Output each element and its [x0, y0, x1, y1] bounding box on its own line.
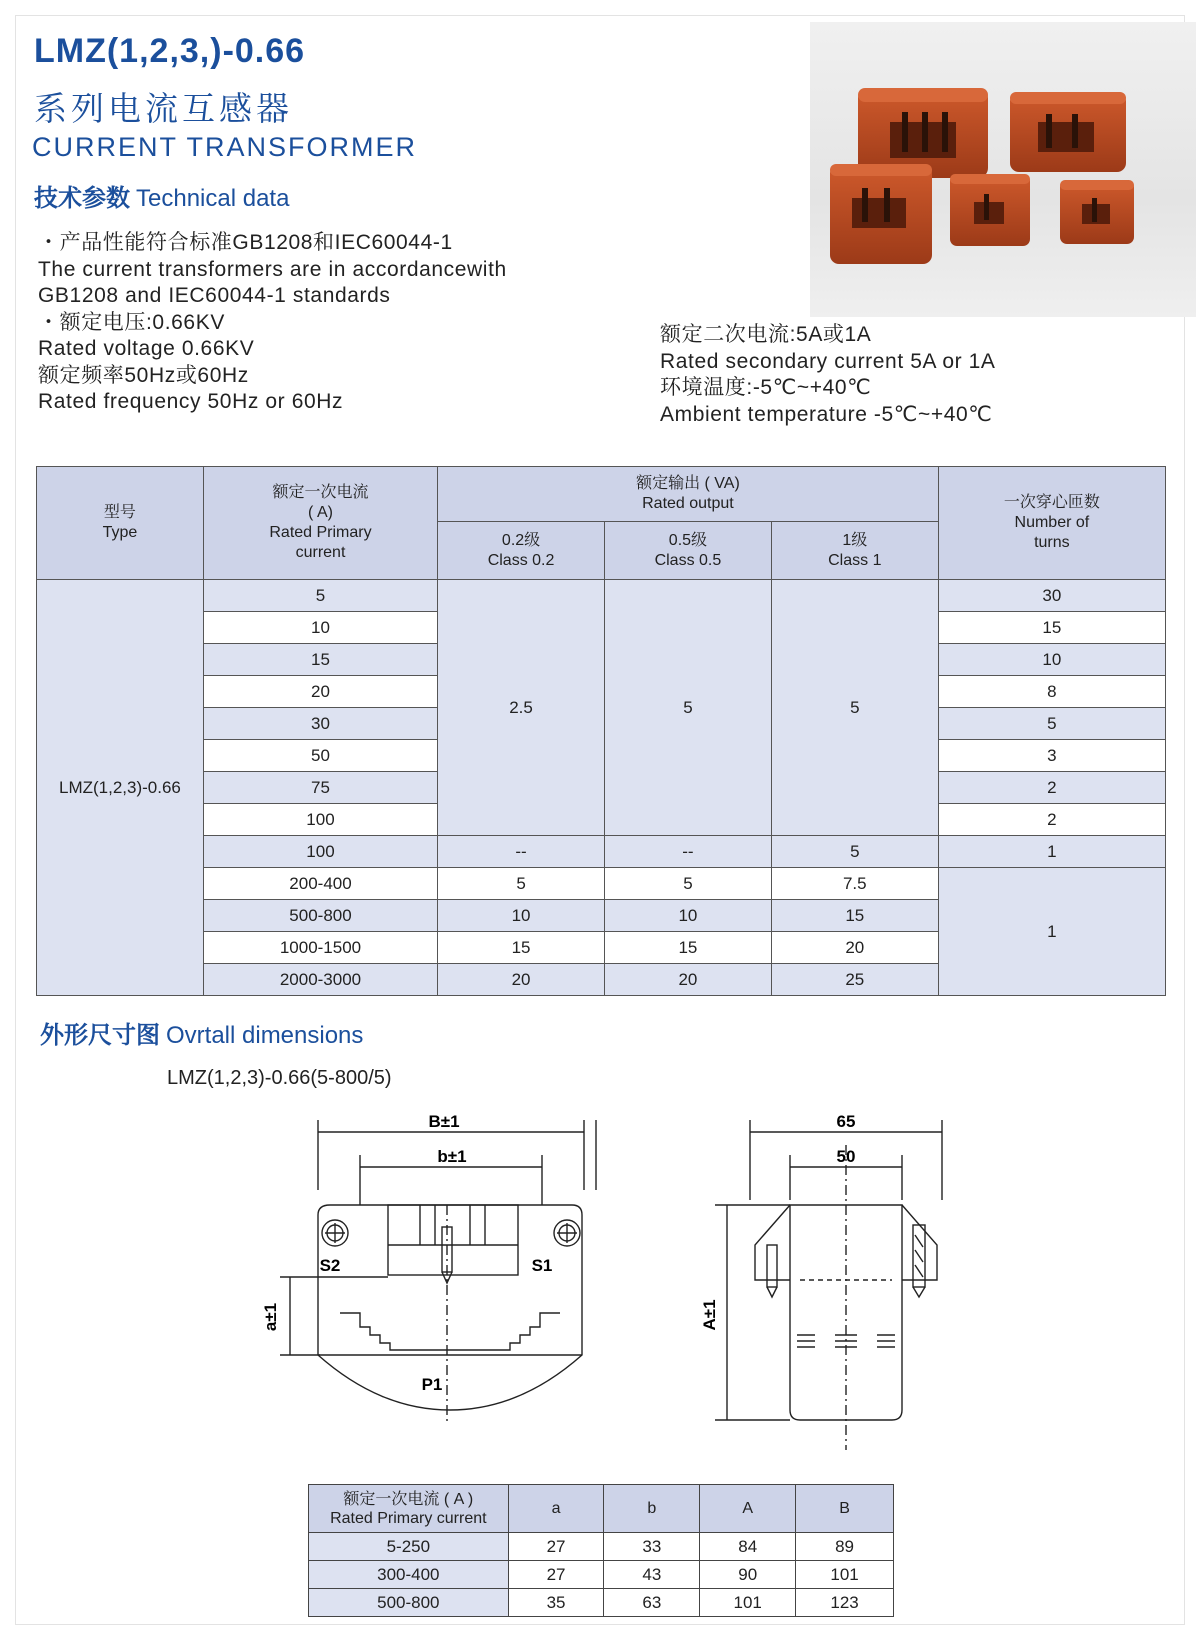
- class-05-cell: 20: [604, 964, 771, 996]
- class-02-cell: 5: [438, 868, 605, 900]
- class-05-cell: 10: [604, 900, 771, 932]
- technical-data-heading-en: Technical data: [136, 185, 290, 212]
- dims-cell: 123: [796, 1589, 894, 1617]
- class-1-cell: 5: [771, 580, 938, 836]
- class-02-cell: 2.5: [438, 580, 605, 836]
- dim-label-65: 65: [836, 1112, 856, 1131]
- class-02-cell: 15: [438, 932, 605, 964]
- terminal-label-P1: P1: [421, 1375, 443, 1394]
- class-02-cell: 20: [438, 964, 605, 996]
- dims-cell: 63: [604, 1589, 700, 1617]
- header-text: Class 0.2: [487, 551, 555, 569]
- primary-cell: 75: [203, 772, 437, 804]
- header-text: turns: [1034, 534, 1070, 551]
- type-cell: LMZ(1,2,3)-0.66: [37, 580, 204, 996]
- class-05-cell: 5: [604, 868, 771, 900]
- header-text: Class 1: [828, 551, 882, 569]
- class-02-cell: 10: [438, 900, 605, 932]
- header-turns: [938, 467, 1165, 580]
- header-text: 额定一次电流: [272, 484, 369, 501]
- dims-header-B: B: [796, 1485, 894, 1533]
- transformer-unit: [1010, 92, 1126, 172]
- dims-header-b: b: [604, 1485, 700, 1533]
- primary-cell: 500-800: [203, 900, 437, 932]
- spec-line: 额定二次电流:5A或1A: [660, 323, 872, 346]
- dims-cell: 101: [796, 1561, 894, 1589]
- transformer-unit: [830, 164, 932, 264]
- primary-cell: 200-400: [203, 868, 437, 900]
- dim-label-50: 50: [836, 1147, 856, 1166]
- spec-line: Rated secondary current 5A or 1A: [660, 349, 996, 373]
- technical-data-heading: [34, 178, 289, 213]
- dim-label-B: B±1: [428, 1112, 460, 1131]
- primary-cell: 15: [203, 644, 437, 676]
- class-1-cell: 20: [771, 932, 938, 964]
- dims-header-a: a: [508, 1485, 604, 1533]
- header-text: current: [295, 544, 346, 561]
- dims-cell: 84: [700, 1533, 796, 1561]
- specs-right: [660, 322, 996, 428]
- turns-cell: 30: [938, 580, 1165, 612]
- spec-line: Ambient temperature -5℃~+40℃: [660, 402, 993, 426]
- dims-cell: 90: [700, 1561, 796, 1589]
- spec-line: ・额定电压:0.66KV: [38, 310, 225, 334]
- terminal-label-S2: S2: [319, 1256, 341, 1275]
- dims-cell: 35: [508, 1589, 604, 1617]
- dims-cell: 101: [700, 1589, 796, 1617]
- primary-cell: 30: [203, 708, 437, 740]
- front-view-drawing: [260, 1105, 590, 1435]
- header-text: Class 0.5: [654, 551, 722, 569]
- header-class-02: [438, 522, 605, 580]
- turns-cell: 2: [938, 804, 1165, 836]
- primary-cell: 10: [203, 612, 437, 644]
- class-05-cell: --: [604, 836, 771, 868]
- class-1-cell: 5: [771, 836, 938, 868]
- rated-output-table: [36, 466, 1166, 996]
- turns-cell: 2: [938, 772, 1165, 804]
- dims-cell: 89: [796, 1533, 894, 1561]
- primary-cell: 2000-3000: [203, 964, 437, 996]
- spec-line: The current transformers are in accordancewith: [38, 257, 507, 281]
- spec-line: GB1208 and IEC60044-1 standards: [38, 284, 391, 307]
- header-class-1: [771, 522, 938, 580]
- dimensions-heading-en: Ovrtall dimensions: [166, 1022, 364, 1049]
- primary-cell: 5: [203, 580, 437, 612]
- table-row: [309, 1589, 894, 1617]
- class-05-cell: 15: [604, 932, 771, 964]
- header-text: Number of: [1014, 514, 1090, 531]
- turns-cell: 3: [938, 740, 1165, 772]
- class-1-cell: 7.5: [771, 868, 938, 900]
- table-row: [309, 1533, 894, 1561]
- header-text: Rated output: [642, 495, 734, 512]
- header-type: [37, 467, 204, 580]
- primary-cell: 100: [203, 836, 437, 868]
- page-title: LMZ(1,2,3,)-0.66: [34, 32, 306, 70]
- header-class-05: [604, 522, 771, 580]
- dimensions-table: [308, 1484, 894, 1617]
- dimensions-heading-cn: 外形尺寸图: [40, 1021, 160, 1049]
- primary-cell: 50: [203, 740, 437, 772]
- spec-line: 额定频率50Hz或60Hz: [38, 363, 249, 387]
- drawing-caption: LMZ(1,2,3)-0.66(5-800/5): [167, 1067, 392, 1089]
- dims-cell: 5-250: [309, 1533, 509, 1561]
- dim-label-A: A±1: [700, 1299, 719, 1331]
- table-row: [37, 836, 1166, 868]
- turns-cell: 8: [938, 676, 1165, 708]
- header-rated-output: [438, 467, 939, 522]
- header-text: 0.5级: [668, 531, 708, 549]
- header-text: 一次穿心匝数: [1003, 494, 1100, 511]
- header-rated-primary: [203, 467, 437, 580]
- turns-cell: 1: [938, 868, 1165, 996]
- dims-cell: 33: [604, 1533, 700, 1561]
- header-text: 额定输出 ( VA): [636, 475, 740, 492]
- class-05-cell: 5: [604, 580, 771, 836]
- table-row: [37, 580, 1166, 612]
- table-row: [309, 1561, 894, 1589]
- header-text: Rated Primary current: [330, 1509, 487, 1527]
- side-view-drawing: [700, 1105, 965, 1465]
- subtitle-chinese: 系列电流互感器: [34, 89, 293, 128]
- primary-cell: 100: [203, 804, 437, 836]
- dims-cell: 43: [604, 1561, 700, 1589]
- dims-cell: 300-400: [309, 1561, 509, 1589]
- dims-cell: 27: [508, 1533, 604, 1561]
- class-1-cell: 25: [771, 964, 938, 996]
- transformer-unit: [950, 174, 1030, 246]
- header-text: 0.2级: [501, 531, 541, 549]
- subtitle-english: CURRENT TRANSFORMER: [32, 132, 418, 162]
- dims-header-A: A: [700, 1485, 796, 1533]
- turns-cell: 5: [938, 708, 1165, 740]
- header-text: 1级: [842, 531, 868, 549]
- dims-header-primary: [309, 1485, 509, 1533]
- class-1-cell: 15: [771, 900, 938, 932]
- header-type-cn: 型号: [103, 504, 136, 521]
- header-text: Rated Primary: [269, 524, 372, 541]
- turns-cell: 1: [938, 836, 1165, 868]
- header-text: ( A): [308, 504, 333, 521]
- dim-label-a: a±1: [261, 1302, 280, 1332]
- header-text: 额定一次电流 ( A ): [343, 1490, 474, 1508]
- spec-line: Rated frequency 50Hz or 60Hz: [38, 390, 344, 413]
- table-row: [37, 868, 1166, 900]
- class-02-cell: --: [438, 836, 605, 868]
- turns-cell: 15: [938, 612, 1165, 644]
- specs-left: [38, 230, 507, 416]
- primary-cell: 20: [203, 676, 437, 708]
- primary-cell: 1000-1500: [203, 932, 437, 964]
- product-photo: [810, 22, 1196, 317]
- terminal-label-S1: S1: [531, 1256, 553, 1275]
- spec-line: ・产品性能符合标准GB1208和IEC60044-1: [38, 231, 453, 254]
- dims-cell: 27: [508, 1561, 604, 1589]
- technical-data-heading-cn: 技术参数: [34, 184, 130, 212]
- spec-line: Rated voltage 0.66KV: [38, 337, 255, 360]
- dims-cell: 500-800: [309, 1589, 509, 1617]
- dim-label-b: b±1: [437, 1147, 467, 1166]
- header-type-en: Type: [102, 524, 138, 541]
- product-photo-illustration: [810, 22, 1196, 317]
- dimensions-heading: [40, 1015, 363, 1050]
- transformer-unit: [1060, 180, 1134, 244]
- turns-cell: 10: [938, 644, 1165, 676]
- spec-line: 环境温度:-5℃~+40℃: [660, 376, 872, 399]
